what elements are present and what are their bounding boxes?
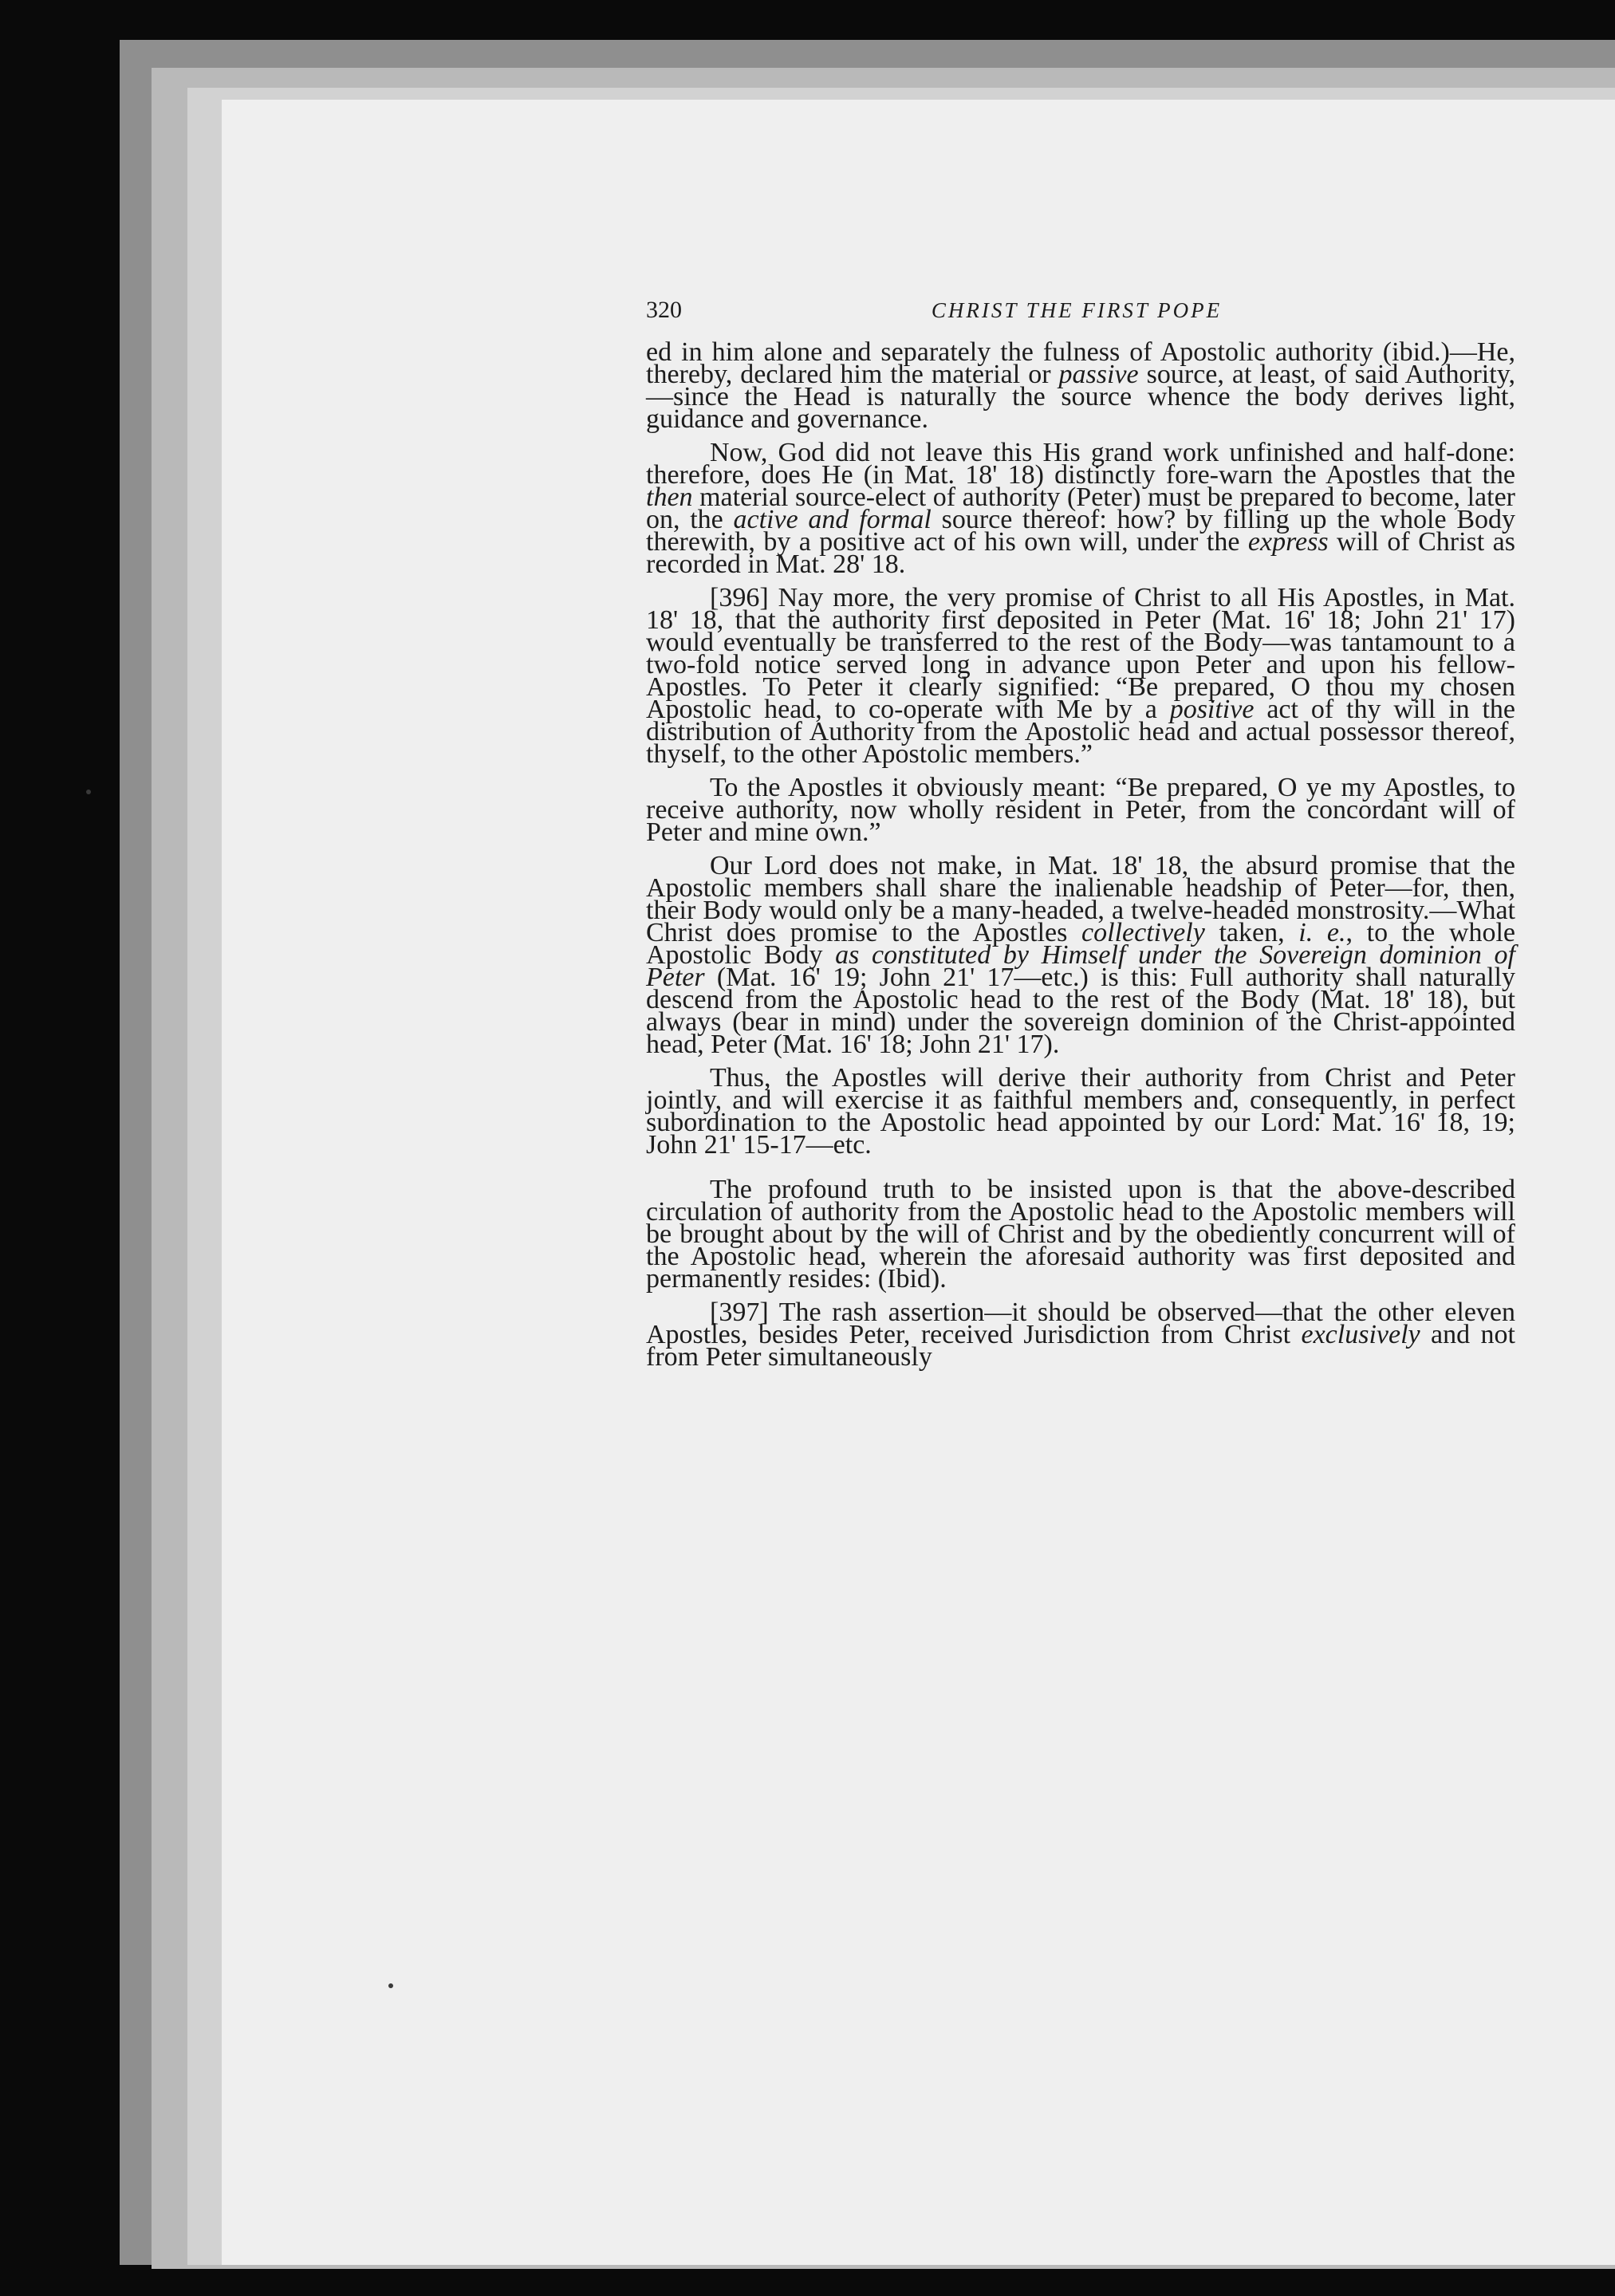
text-run: ed in him alone and separately the fulness of Apostolic authority (ibid.)—He, thereby, declared him the material or	[646, 337, 1515, 389]
page-number: 320	[646, 297, 682, 323]
running-title: CHRIST THE FIRST POPE	[931, 298, 1223, 322]
page-text-block	[646, 297, 1515, 1380]
paragraph	[646, 851, 1516, 1059]
text-run: The profound truth to be insisted upon is that the above-described circulation of authority from the Apostolic head to the Apostolic members will be brought about by the will of Christ and by the obediently concurrent will of the Apostolic head, wherein the aforesaid authority was first deposited and permanently resides: (Ibid).	[646, 1175, 1515, 1294]
paragraph	[646, 773, 1515, 847]
text-run: taken,	[1204, 918, 1299, 947]
scan-speck	[86, 790, 91, 794]
text-run: source thereof: how? by filling up the whole Body therewith, by a positive act of his own will, under the	[646, 505, 1515, 557]
text-run: Now, God did not leave this His grand work unfinished and half-done: therefore, does He (in Mat. 18' 18) distinctly fore-warn the Apostles that the	[646, 438, 1515, 490]
italic-text-run: express	[1247, 527, 1329, 557]
italic-text-run: exclusively	[1301, 1320, 1420, 1349]
italic-text-run: passive	[1058, 360, 1139, 389]
paragraph	[646, 1298, 1515, 1372]
italic-text-run: as constituted by Himself under the Sovereign dominion of Peter	[646, 940, 1515, 992]
italic-text-run: positive	[1169, 695, 1255, 724]
paragraph	[646, 1063, 1515, 1160]
text-run: [397] The rash assertion—it should be observed—that the other eleven Apostles, besides Peter, received Jurisdiction from Christ	[646, 1298, 1515, 1349]
paragraph	[646, 337, 1515, 434]
text-run: [396] Nay more, the very promise of Christ to all His Apostles, in Mat. 18' 18, that the authority first deposited in Peter (Mat. 16' 18; John 21' 17) would eventually be transferred to the rest of the Body—was tantamount to a two-fold notice served long in advance upon Peter and upon his fellow-Apostles. To Peter it clearly signified: “Be prepared, O thou my chosen Apostolic head, to co-operate with Me by a	[646, 583, 1515, 724]
paragraph	[646, 583, 1515, 769]
italic-text-run: collectively	[1081, 918, 1205, 947]
italic-text-run: i. e.	[1298, 918, 1346, 947]
italic-text-run: then	[646, 482, 693, 512]
text-run: To the Apostles it obviously meant: “Be prepared, O ye my Apostles, to receive authority, now wholly resident in Peter, from the concordant will of Peter and mine own.”	[646, 773, 1515, 847]
text-run: Thus, the Apostles will derive their authority from Christ and Peter jointly, and will exercise it as faithful members and, consequently, in perfect subordination to the Apostolic head appointed by our Lord: Mat. 16' 18, 19; John 21' 15-17—etc.	[646, 1063, 1515, 1160]
text-run: (Mat. 16' 19; John 21' 17—etc.) is this: Full authority shall naturally descend from the Apostolic head to the rest of the Body (Mat. 18' 18), but always (bear in mind) under the sovereign dominion of the Christ-appointed head, Peter (Mat. 16' 18; John 21' 17).	[646, 963, 1515, 1059]
text-run: act of thy will in the distribution of Authority from the Apostolic head and actual possessor thereof, thyself, to the other Apostolic members.”	[646, 695, 1515, 769]
scan-speck	[388, 1983, 393, 1988]
text-run: , to the whole Apostolic Body	[646, 918, 1516, 970]
italic-text-run: active and formal	[733, 505, 932, 534]
text-run: material source-elect of authority (Peter) must be prepared to become, later on, the	[646, 482, 1515, 534]
text-run: and not from Peter simultaneously	[646, 1320, 1515, 1372]
text-run: Our Lord does not make, in Mat. 18' 18, the absurd promise that the Apostolic members shall share the inalienable headship of Peter—for, then, their Body would only be a many-headed, a twelve-headed monstrosity.—What Christ does promise to the Apostles	[646, 851, 1515, 947]
running-head	[646, 297, 1515, 341]
paragraph	[646, 438, 1515, 579]
text-run: source, at least, of said Authority,—since the Head is naturally the source whence the body derives light, guidance and governance.	[646, 360, 1515, 434]
paragraph	[646, 1175, 1515, 1294]
text-run: will of Christ as recorded in Mat. 28' 18.	[646, 527, 1515, 579]
